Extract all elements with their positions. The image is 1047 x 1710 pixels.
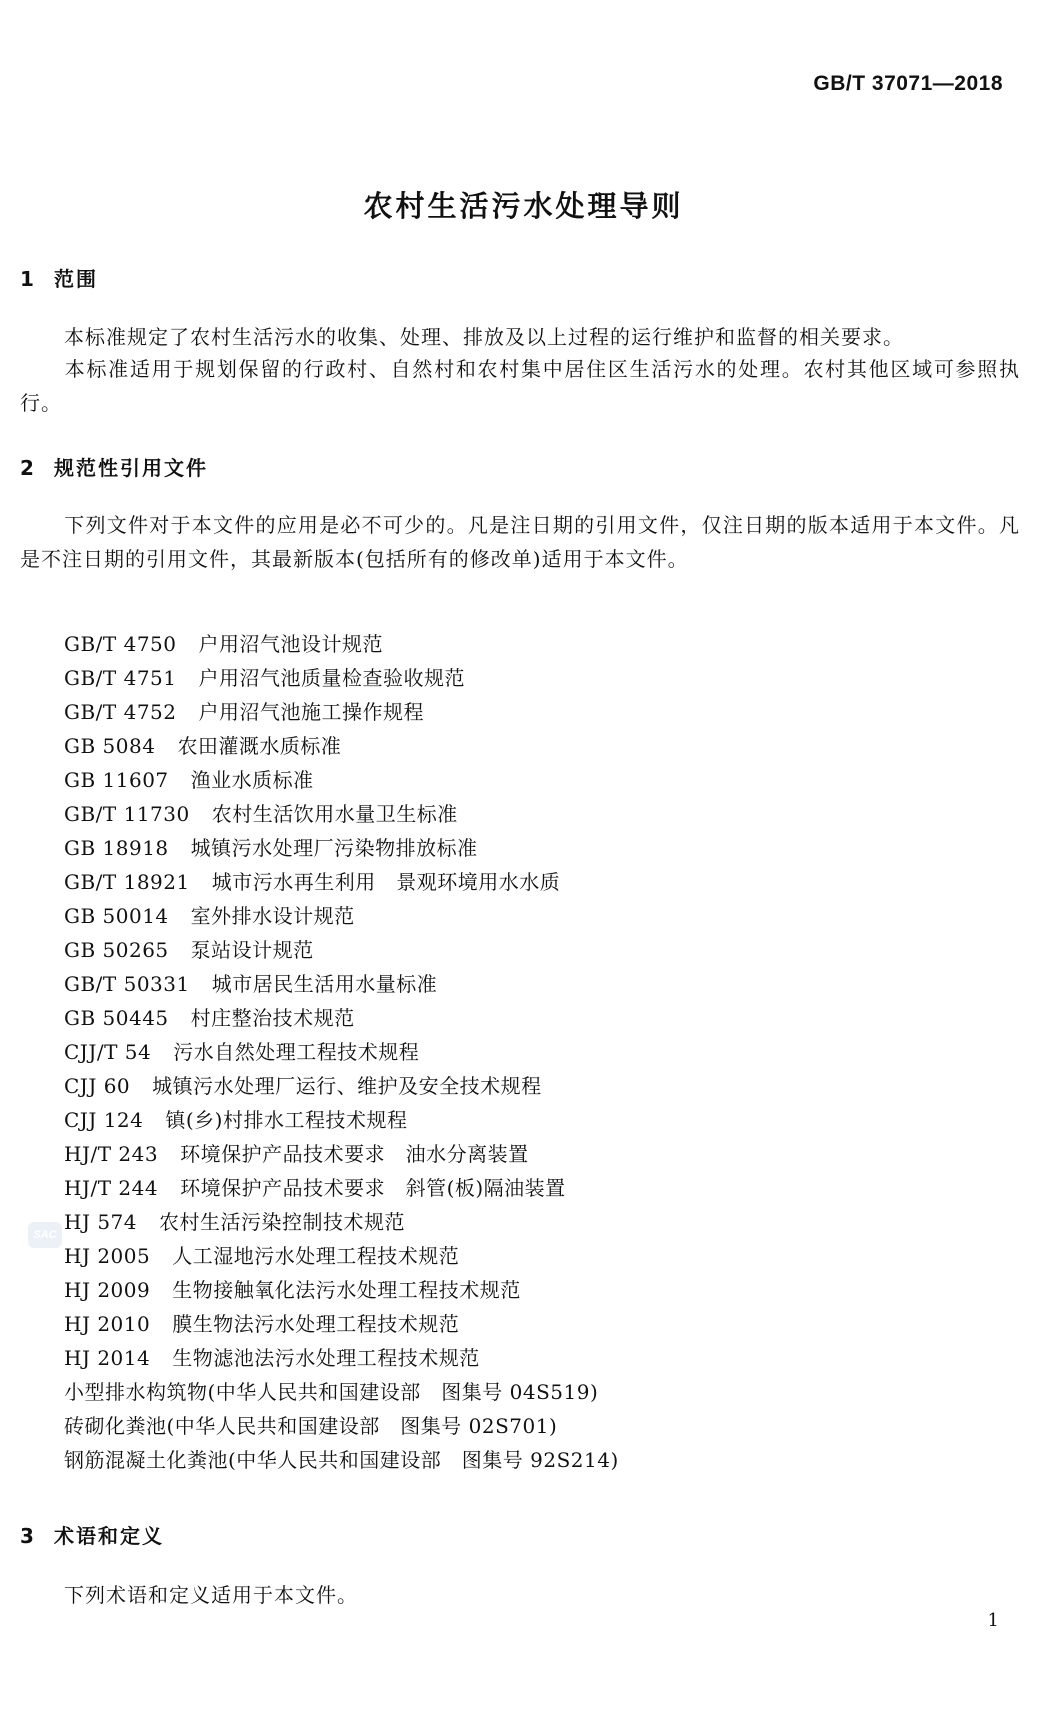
reference-code: GB/T 18921 bbox=[64, 870, 190, 894]
reference-code: CJJ/T 54 bbox=[64, 1040, 152, 1064]
reference-item bbox=[64, 1307, 619, 1341]
paragraph-text: 下列文件对于本文件的应用是必不可少的。凡是注日期的引用文件，仅注日期的版本适用于本文件。凡是不注日期的引用文件，其最新版本(包括所有的修改单)适用于本文件。 bbox=[20, 513, 1020, 571]
reference-code: HJ/T 244 bbox=[64, 1176, 159, 1200]
sac-watermark-icon: SAC bbox=[28, 1222, 62, 1248]
reference-code: GB 50014 bbox=[64, 904, 169, 928]
document-title: 农村生活污水处理导则 bbox=[363, 189, 684, 223]
reference-item bbox=[64, 627, 619, 661]
paragraph-text: 本标准规定了农村生活污水的收集、处理、排放及以上过程的运行维护和监督的相关要求。 bbox=[64, 325, 904, 349]
reference-title: 农村生活污染控制技术规范 bbox=[159, 1210, 405, 1234]
reference-code: HJ/T 243 bbox=[64, 1142, 159, 1166]
reference-item bbox=[64, 1341, 619, 1375]
reference-code: HJ 2009 bbox=[64, 1278, 151, 1302]
section-3-heading bbox=[20, 1520, 164, 1549]
reference-title: 户用沼气池施工操作规程 bbox=[198, 700, 425, 724]
reference-item bbox=[64, 1205, 619, 1239]
reference-item bbox=[64, 1443, 619, 1477]
reference-item bbox=[64, 933, 619, 967]
reference-title: 小型排水构筑物(中华人民共和国建设部 图集号 04S519) bbox=[64, 1380, 599, 1404]
reference-item bbox=[64, 967, 619, 1001]
reference-item bbox=[64, 1409, 619, 1443]
section-title: 规范性引用文件 bbox=[54, 456, 208, 480]
reference-item bbox=[64, 729, 619, 763]
reference-code: HJ 2010 bbox=[64, 1312, 151, 1336]
section-1-heading bbox=[20, 263, 98, 292]
reference-item bbox=[64, 1069, 619, 1103]
reference-item bbox=[64, 1103, 619, 1137]
reference-title: 城镇污水处理厂运行、维护及安全技术规程 bbox=[152, 1074, 542, 1098]
reference-item bbox=[64, 1035, 619, 1069]
paragraph-text: 下列术语和定义适用于本文件。 bbox=[64, 1583, 358, 1607]
reference-code: GB 11607 bbox=[64, 768, 169, 792]
reference-item bbox=[64, 865, 619, 899]
reference-title: 城市污水再生利用 景观环境用水水质 bbox=[211, 870, 561, 894]
reference-item bbox=[64, 1171, 619, 1205]
reference-title: 镇(乡)村排水工程技术规程 bbox=[165, 1108, 408, 1132]
section-1-paragraph-2 bbox=[20, 352, 1020, 420]
reference-title: 城市居民生活用水量标准 bbox=[211, 972, 438, 996]
section-2-heading bbox=[20, 452, 208, 481]
reference-code: GB 18918 bbox=[64, 836, 169, 860]
reference-title: 人工湿地污水处理工程技术规范 bbox=[172, 1244, 460, 1268]
section-1-paragraph-1 bbox=[20, 320, 1020, 354]
reference-item bbox=[64, 797, 619, 831]
reference-code: CJJ 124 bbox=[64, 1108, 144, 1132]
reference-title: 城镇污水处理厂污染物排放标准 bbox=[190, 836, 478, 860]
section-title: 术语和定义 bbox=[54, 1524, 164, 1548]
section-number: 2 bbox=[20, 456, 34, 480]
reference-code: GB/T 4752 bbox=[64, 700, 177, 724]
section-title: 范围 bbox=[54, 267, 98, 291]
reference-code: HJ 2005 bbox=[64, 1244, 151, 1268]
reference-item bbox=[64, 899, 619, 933]
reference-title: 环境保护产品技术要求 斜管(板)隔油装置 bbox=[180, 1176, 566, 1200]
reference-code: GB 5084 bbox=[64, 734, 156, 758]
reference-item bbox=[64, 1001, 619, 1035]
reference-title: 农田灌溉水质标准 bbox=[177, 734, 342, 758]
section-3-paragraph-1 bbox=[20, 1578, 1020, 1612]
reference-item bbox=[64, 763, 619, 797]
normative-reference-list bbox=[64, 627, 619, 1477]
reference-title: 渔业水质标准 bbox=[190, 768, 314, 792]
reference-code: GB 50445 bbox=[64, 1006, 169, 1030]
reference-title: 室外排水设计规范 bbox=[190, 904, 355, 928]
reference-item bbox=[64, 661, 619, 695]
reference-title: 泵站设计规范 bbox=[190, 938, 314, 962]
reference-item bbox=[64, 1239, 619, 1273]
reference-item bbox=[64, 1137, 619, 1171]
paragraph-text: 本标准适用于规划保留的行政村、自然村和农村集中居住区生活污水的处理。农村其他区域可参照执行。 bbox=[20, 357, 1020, 415]
reference-title: 户用沼气池设计规范 bbox=[198, 632, 384, 656]
reference-title: 钢筋混凝土化粪池(中华人民共和国建设部 图集号 92S214) bbox=[64, 1448, 619, 1472]
reference-title: 村庄整治技术规范 bbox=[190, 1006, 355, 1030]
reference-title: 生物接触氧化法污水处理工程技术规范 bbox=[172, 1278, 521, 1302]
reference-title: 户用沼气池质量检查验收规范 bbox=[198, 666, 466, 690]
reference-item bbox=[64, 1375, 619, 1409]
reference-title: 农村生活饮用水量卫生标准 bbox=[211, 802, 458, 826]
reference-code: GB/T 50331 bbox=[64, 972, 190, 996]
reference-code: GB/T 4750 bbox=[64, 632, 177, 656]
section-number: 1 bbox=[20, 267, 34, 291]
reference-code: CJJ 60 bbox=[64, 1074, 131, 1098]
page-number: 1 bbox=[987, 1610, 999, 1631]
reference-code: GB/T 4751 bbox=[64, 666, 177, 690]
section-2-paragraph-1 bbox=[20, 508, 1020, 576]
reference-item bbox=[64, 1273, 619, 1307]
reference-code: GB 50265 bbox=[64, 938, 169, 962]
reference-title: 砖砌化粪池(中华人民共和国建设部 图集号 02S701) bbox=[64, 1414, 558, 1438]
reference-item bbox=[64, 695, 619, 729]
section-number: 3 bbox=[20, 1524, 34, 1548]
reference-title: 生物滤池法污水处理工程技术规范 bbox=[172, 1346, 480, 1370]
reference-code: HJ 574 bbox=[64, 1210, 137, 1234]
standard-code: GB/T 37071—2018 bbox=[813, 72, 1003, 95]
reference-code: HJ 2014 bbox=[64, 1346, 151, 1370]
reference-code: GB/T 11730 bbox=[64, 802, 190, 826]
reference-title: 污水自然处理工程技术规程 bbox=[173, 1040, 420, 1064]
reference-title: 环境保护产品技术要求 油水分离装置 bbox=[180, 1142, 529, 1166]
reference-title: 膜生物法污水处理工程技术规范 bbox=[172, 1312, 460, 1336]
reference-item bbox=[64, 831, 619, 865]
